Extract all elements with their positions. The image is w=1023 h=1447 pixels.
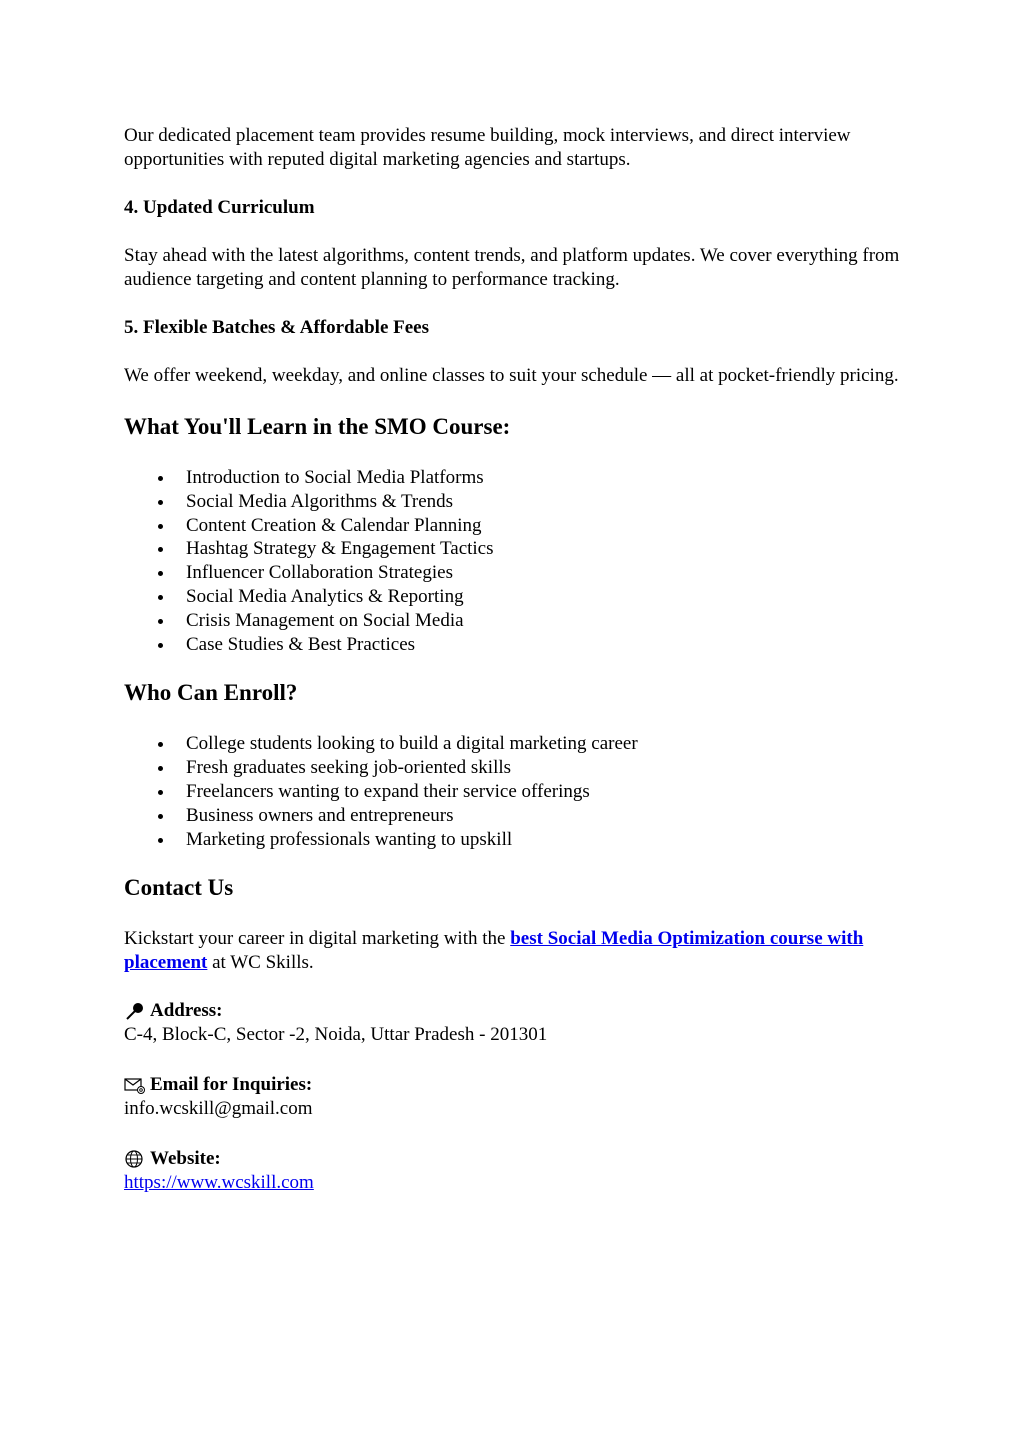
list-item: College students looking to build a digital marketing career bbox=[186, 732, 904, 756]
document-page bbox=[124, 124, 904, 1221]
address-value: C-4, Block-C, Sector -2, Noida, Uttar Pradesh - 201301 bbox=[124, 1024, 548, 1046]
list-item: Influencer Collaboration Strategies bbox=[186, 561, 904, 585]
website-link[interactable]: https://www.wcskill.com bbox=[124, 1172, 314, 1194]
list-item: Marketing professionals wanting to upskill bbox=[186, 828, 904, 852]
address-block bbox=[124, 999, 904, 1047]
envelope-icon bbox=[124, 1075, 146, 1095]
list-item: Social Media Analytics & Reporting bbox=[186, 585, 904, 609]
course-link[interactable]: best Social Media Optimization course with placement bbox=[124, 928, 864, 974]
list-item: Content Creation & Calendar Planning bbox=[186, 514, 904, 538]
list-item: Introduction to Social Media Platforms bbox=[186, 466, 904, 490]
list-item: Freelancers wanting to expand their service offerings bbox=[186, 780, 904, 804]
email-block bbox=[124, 1073, 904, 1121]
enroll-heading: Who Can Enroll? bbox=[124, 680, 298, 706]
website-block bbox=[124, 1147, 904, 1195]
list-item: Crisis Management on Social Media bbox=[186, 609, 904, 633]
learn-heading: What You'll Learn in the SMO Course: bbox=[124, 414, 511, 439]
section-heading-batches: 5. Flexible Batches & Affordable Fees bbox=[124, 317, 430, 338]
list-item: Fresh graduates seeking job-oriented skills bbox=[186, 756, 904, 780]
batches-paragraph: We offer weekend, weekday, and online classes to suit your schedule — all at pocket-friendly pricing. bbox=[124, 365, 899, 386]
placement-paragraph: Our dedicated placement team provides resume building, mock interviews, and direct interview opportunities with reputed digital marketing agencies and startups. bbox=[124, 125, 851, 170]
address-label-row bbox=[124, 999, 904, 1023]
website-label-row bbox=[124, 1147, 904, 1171]
contact-heading: Contact Us bbox=[124, 875, 234, 901]
list-item: Business owners and entrepreneurs bbox=[186, 804, 904, 828]
email-label: Email for Inquiries: bbox=[150, 1074, 313, 1096]
globe-icon bbox=[124, 1149, 146, 1169]
website-value-row bbox=[124, 1171, 904, 1195]
address-label: Address: bbox=[150, 1000, 223, 1022]
email-label-row bbox=[124, 1073, 904, 1097]
enroll-list bbox=[124, 732, 904, 851]
website-label: Website: bbox=[150, 1148, 221, 1170]
section-heading-curriculum: 4. Updated Curriculum bbox=[124, 197, 315, 218]
list-item: Social Media Algorithms & Trends bbox=[186, 490, 904, 514]
list-item: Case Studies & Best Practices bbox=[186, 633, 904, 657]
pushpin-icon bbox=[124, 1001, 146, 1021]
email-value: info.wcskill@gmail.com bbox=[124, 1098, 313, 1120]
contact-lead-paragraph bbox=[124, 927, 904, 975]
list-item: Hashtag Strategy & Engagement Tactics bbox=[186, 537, 904, 561]
curriculum-paragraph: Stay ahead with the latest algorithms, content trends, and platform updates. We cover everything from audience targeting and content planning to performance tracking. bbox=[124, 245, 900, 290]
contact-lead-suffix: at WC Skills. bbox=[207, 952, 314, 974]
learn-list bbox=[124, 466, 904, 656]
contact-lead-text: Kickstart your career in digital marketing with the bbox=[124, 928, 511, 950]
